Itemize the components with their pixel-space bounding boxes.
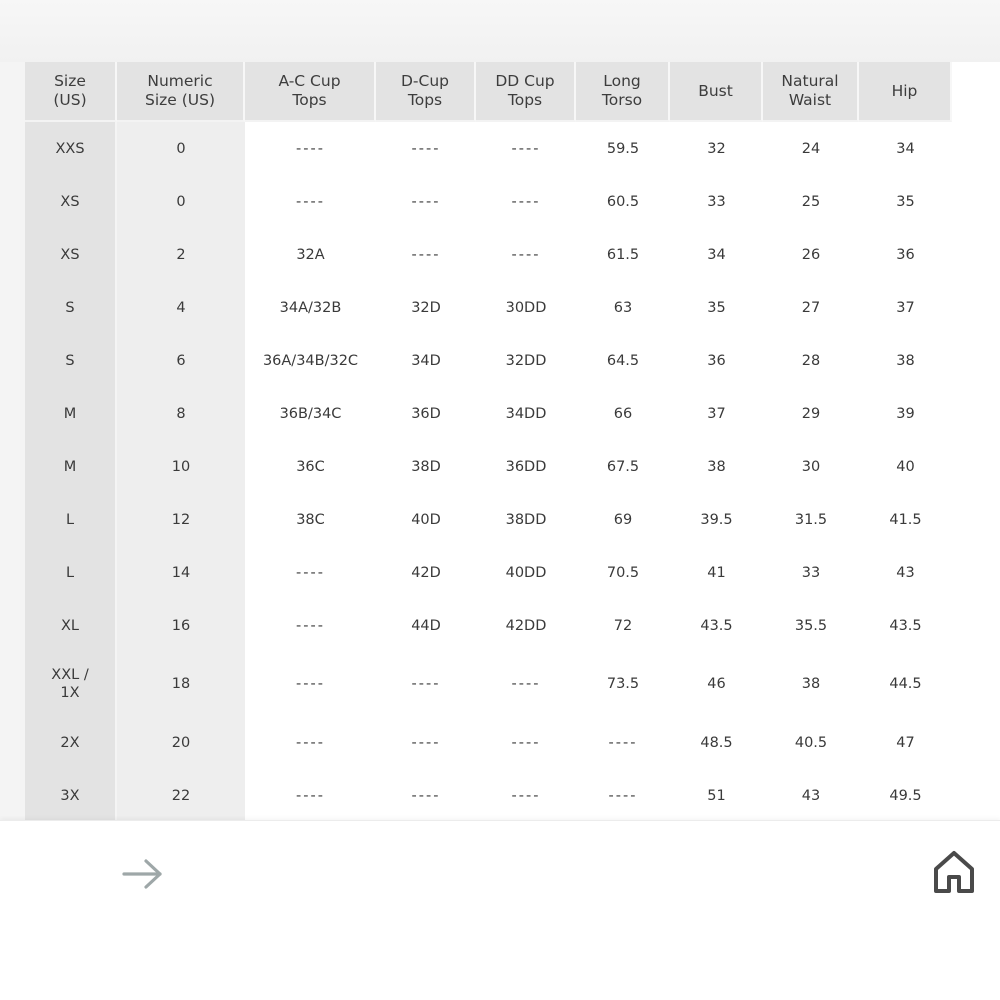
table-row: [25, 122, 952, 175]
cell-ac-cup-tops: 36B/34C: [279, 405, 342, 422]
left-margin: [0, 62, 25, 820]
cell-long-torso: 64.5: [606, 352, 640, 369]
table-row: [25, 546, 952, 599]
cell-size-us: XXS: [25, 122, 117, 175]
table-row: [25, 440, 952, 493]
cell-hip: 35: [896, 193, 915, 210]
cell-bust: 33: [707, 193, 726, 210]
cell-ac-cup-tops: 34A/32B: [279, 299, 342, 316]
cell-ac-cup-tops: ----: [296, 140, 325, 157]
cell-natural-waist: 33: [801, 564, 821, 581]
cell-numeric-size: 8: [117, 387, 245, 440]
cell-d-cup-tops: ----: [411, 246, 441, 263]
table-row: [25, 334, 952, 387]
cell-numeric-size: 14: [117, 546, 245, 599]
cell-numeric-size: 6: [117, 334, 245, 387]
cell-bust: 46: [707, 676, 726, 692]
cell-d-cup-tops: 40D: [411, 511, 441, 528]
cell-d-cup-tops: ----: [411, 140, 441, 157]
cell-natural-waist: 28: [801, 352, 821, 369]
cell-hip: 47: [896, 734, 915, 751]
cell-natural-waist: 30: [801, 458, 821, 475]
cell-bust: 51: [707, 787, 726, 804]
cell-numeric-size: 12: [117, 493, 245, 546]
cell-dd-cup-tops: ----: [511, 193, 541, 210]
cell-size-us: L: [25, 493, 117, 546]
cell-dd-cup-tops: ----: [511, 676, 541, 692]
header-hip: Hip: [859, 62, 952, 122]
cell-d-cup-tops: 32D: [411, 299, 441, 316]
cell-bust: 35: [707, 299, 726, 316]
cell-natural-waist: 35.5: [794, 617, 828, 634]
home-icon[interactable]: [930, 847, 978, 895]
cell-numeric-size: 22: [117, 769, 245, 822]
cell-long-torso: 73.5: [606, 676, 640, 692]
cell-ac-cup-tops: 38C: [296, 511, 325, 528]
cell-numeric-size: 16: [117, 599, 245, 652]
header-long-torso: Long Torso: [576, 62, 670, 122]
table-row: [25, 493, 952, 546]
cell-natural-waist: 31.5: [794, 511, 828, 528]
cell-size-us: M: [25, 387, 117, 440]
cell-long-torso: 59.5: [606, 140, 640, 157]
cell-size-us: XS: [25, 228, 117, 281]
cell-size-us: S: [25, 334, 117, 387]
header-ac-cup-tops: A-C Cup Tops: [245, 62, 376, 122]
cell-natural-waist: 24: [801, 140, 821, 157]
cell-bust: 43.5: [700, 617, 733, 634]
cell-d-cup-tops: 42D: [411, 564, 441, 581]
table-row: [25, 228, 952, 281]
cell-hip: 43: [896, 564, 915, 581]
cell-bust: 38: [707, 458, 726, 475]
cell-ac-cup-tops: ----: [296, 676, 325, 692]
cell-numeric-size: 20: [117, 716, 245, 769]
cell-dd-cup-tops: 42DD: [505, 617, 547, 634]
cell-natural-waist: 29: [801, 405, 821, 422]
size-chart-table: [25, 62, 952, 822]
cell-d-cup-tops: ----: [411, 193, 441, 210]
table-row: [25, 175, 952, 228]
table-row: [25, 281, 952, 334]
cell-long-torso: 60.5: [606, 193, 640, 210]
cell-dd-cup-tops: ----: [511, 734, 541, 751]
cell-d-cup-tops: 44D: [411, 617, 441, 634]
cell-ac-cup-tops: ----: [296, 734, 325, 751]
cell-long-torso: 66: [613, 405, 633, 422]
cell-natural-waist: 27: [801, 299, 821, 316]
cell-natural-waist: 26: [801, 246, 821, 263]
cell-numeric-size: 10: [117, 440, 245, 493]
cell-bust: 39.5: [700, 511, 733, 528]
cell-size-us: XS: [25, 175, 117, 228]
arrow-right-icon[interactable]: [120, 855, 166, 893]
table-row: [25, 387, 952, 440]
cell-dd-cup-tops: 34DD: [505, 405, 547, 422]
cell-numeric-size: 0: [117, 175, 245, 228]
cell-size-us: XXL / 1X: [25, 652, 117, 716]
cell-long-torso: 63: [613, 299, 633, 316]
table-row: [25, 716, 952, 769]
cell-natural-waist: 43: [801, 787, 821, 804]
top-band: [0, 0, 1000, 62]
cell-natural-waist: 40.5: [794, 734, 828, 751]
cell-hip: 43.5: [889, 617, 922, 634]
cell-dd-cup-tops: 36DD: [505, 458, 547, 475]
cell-hip: 49.5: [889, 787, 922, 804]
cell-d-cup-tops: 36D: [411, 405, 441, 422]
cell-numeric-size: 4: [117, 281, 245, 334]
cell-natural-waist: 38: [801, 676, 821, 692]
cell-long-torso: 70.5: [606, 564, 640, 581]
cell-ac-cup-tops: ----: [296, 564, 325, 581]
cell-ac-cup-tops: ----: [296, 787, 325, 804]
table-row: [25, 599, 952, 652]
cell-size-us: XL: [25, 599, 117, 652]
cell-bust: 36: [707, 352, 726, 369]
cell-ac-cup-tops: ----: [296, 617, 325, 634]
bottom-nav-bar: [0, 820, 1000, 1000]
cell-hip: 36: [896, 246, 915, 263]
cell-numeric-size: 18: [117, 652, 245, 716]
header-numeric-size: Numeric Size (US): [117, 62, 245, 122]
cell-d-cup-tops: ----: [411, 734, 441, 751]
cell-dd-cup-tops: ----: [511, 140, 541, 157]
header-dd-cup-tops: DD Cup Tops: [476, 62, 576, 122]
cell-hip: 37: [896, 299, 915, 316]
size-chart-container: [0, 62, 1000, 820]
header-row: [25, 62, 952, 122]
cell-long-torso: 61.5: [606, 246, 640, 263]
cell-bust: 48.5: [700, 734, 733, 751]
cell-d-cup-tops: 34D: [411, 352, 441, 369]
header-size-us: Size (US): [25, 62, 117, 122]
header-natural-waist: Natural Waist: [763, 62, 859, 122]
cell-ac-cup-tops: 32A: [296, 246, 325, 263]
cell-d-cup-tops: ----: [411, 787, 441, 804]
cell-dd-cup-tops: 40DD: [505, 564, 547, 581]
cell-bust: 32: [707, 140, 726, 157]
cell-size-us: 2X: [25, 716, 117, 769]
cell-bust: 37: [707, 405, 726, 422]
cell-ac-cup-tops: 36A/34B/32C: [262, 352, 359, 369]
cell-long-torso: 69: [613, 511, 633, 528]
cell-ac-cup-tops: ----: [296, 193, 325, 210]
cell-size-us: S: [25, 281, 117, 334]
cell-dd-cup-tops: 30DD: [505, 299, 547, 316]
cell-size-us: 3X: [25, 769, 117, 822]
header-bust: Bust: [670, 62, 763, 122]
cell-hip: 41.5: [889, 511, 922, 528]
cell-ac-cup-tops: 36C: [296, 458, 325, 475]
header-d-cup-tops: D-Cup Tops: [376, 62, 476, 122]
cell-size-us: M: [25, 440, 117, 493]
cell-dd-cup-tops: ----: [511, 787, 541, 804]
cell-long-torso: ----: [608, 787, 638, 804]
cell-bust: 34: [707, 246, 726, 263]
cell-long-torso: ----: [608, 734, 638, 751]
cell-bust: 41: [707, 564, 726, 581]
cell-hip: 34: [896, 140, 915, 157]
cell-size-us: L: [25, 546, 117, 599]
table-row: [25, 652, 952, 716]
cell-dd-cup-tops: ----: [511, 246, 541, 263]
cell-d-cup-tops: ----: [411, 676, 441, 692]
cell-hip: 44.5: [889, 676, 922, 692]
table-row: [25, 769, 952, 822]
cell-natural-waist: 25: [801, 193, 821, 210]
cell-long-torso: 67.5: [606, 458, 640, 475]
cell-hip: 38: [896, 352, 915, 369]
cell-long-torso: 72: [613, 617, 633, 634]
cell-numeric-size: 0: [117, 122, 245, 175]
cell-numeric-size: 2: [117, 228, 245, 281]
cell-dd-cup-tops: 38DD: [505, 511, 547, 528]
cell-dd-cup-tops: 32DD: [505, 352, 547, 369]
cell-hip: 39: [896, 405, 915, 422]
table-body: [25, 122, 952, 822]
cell-d-cup-tops: 38D: [411, 458, 441, 475]
cell-hip: 40: [896, 458, 915, 475]
